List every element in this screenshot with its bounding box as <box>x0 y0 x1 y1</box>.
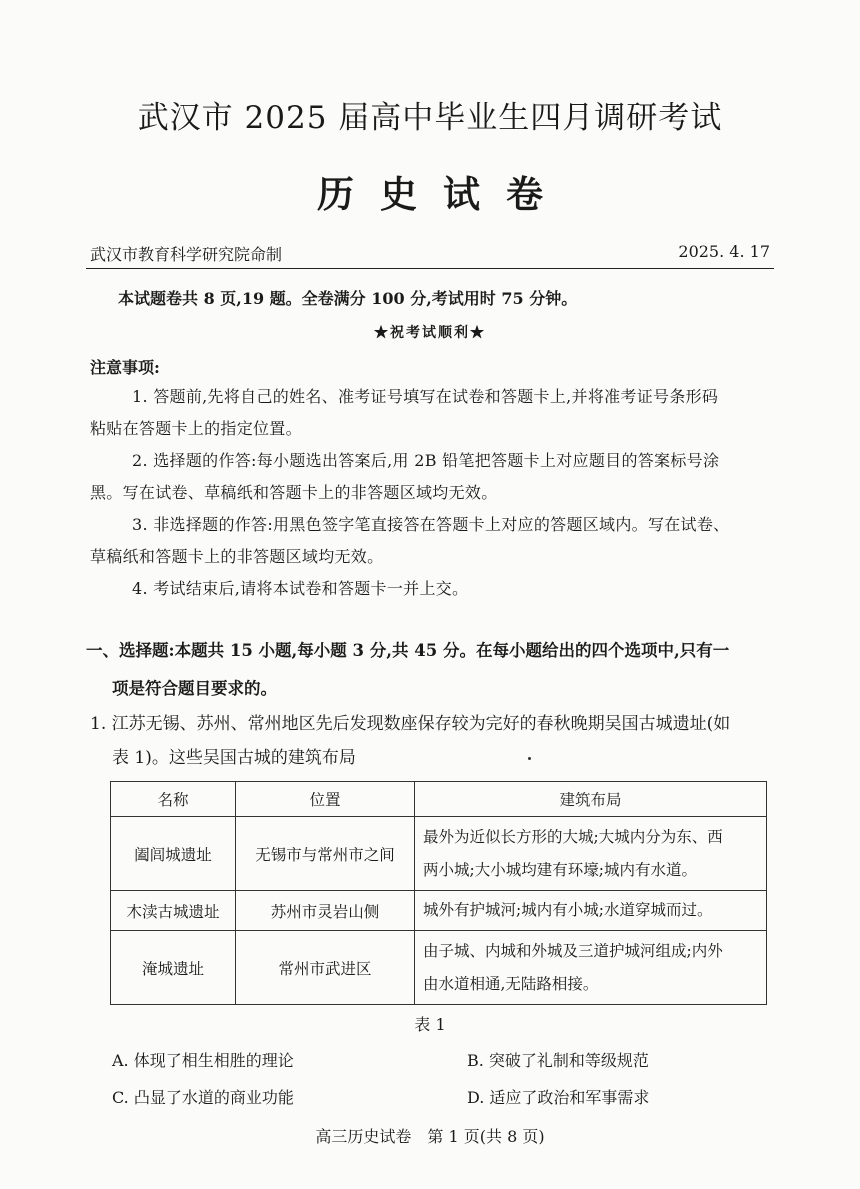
note-line: 草稿纸和答题卡上的非答题区域均无效。 <box>90 547 384 566</box>
layout-line: 城外有护城河;城内有小城;水道穿城而过。 <box>423 901 713 919</box>
ruin-location: 无锡市与常州市之间 <box>236 817 415 891</box>
ruin-layout <box>415 891 767 931</box>
table-caption: 表 1 <box>414 1015 446 1034</box>
option-b: B. 突破了礼制和等级规范 <box>467 1051 649 1070</box>
layout-line: 由子城、内城和外城及三道护城河组成;内外 <box>423 941 723 960</box>
ruin-name: 阖闾城遗址 <box>111 817 236 891</box>
table-row <box>111 817 767 891</box>
exam-summary: 本试题卷共 8 页,19 题。全卷满分 100 分,考试用时 75 分钟。 <box>118 289 578 308</box>
notes-heading: 注意事项: <box>90 358 160 377</box>
header-divider <box>86 268 774 269</box>
ruins-table <box>110 781 767 1005</box>
ruin-name: 淹城遗址 <box>111 931 236 1005</box>
column-header: 位置 <box>236 782 415 817</box>
note-line: 4. 考试结束后,请将本试卷和答题卡一并上交。 <box>132 579 469 598</box>
exam-title: 武汉市 2025 届高中毕业生四月调研考试 <box>137 100 723 136</box>
note-line: 黑。写在试卷、草稿纸和答题卡上的非答题区域均无效。 <box>90 483 498 502</box>
table-header-row <box>111 782 767 817</box>
ruin-layout <box>415 931 767 1005</box>
stray-dot <box>528 757 531 760</box>
ruin-layout <box>415 817 767 891</box>
section-heading-cont: 项是符合题目要求的。 <box>112 679 277 698</box>
column-header: 名称 <box>111 782 236 817</box>
note-line: 3. 非选择题的作答:用黑色签字笔直接答在答题卡上对应的答题区域内。写在试卷、 <box>132 515 730 534</box>
layout-line: 最外为近似长方形的大城;大城内分为东、西 <box>423 827 723 846</box>
note-line: 2. 选择题的作答:每小题选出答案后,用 2B 铅笔把答题卡上对应题目的答案标号涂 <box>132 451 720 470</box>
question-1-stem: 1. 江苏无锡、苏州、常州地区先后发现数座保存较为完好的春秋晚期吴国古城遗址(如 <box>90 714 731 734</box>
ruin-name: 木渎古城遗址 <box>111 891 236 931</box>
table-row <box>111 931 767 1005</box>
note-line: 1. 答题前,先将自己的姓名、准考证号填写在试卷和答题卡上,并将准考证号条形码 <box>132 387 719 406</box>
good-luck-banner: ★祝考试顺利★ <box>374 325 486 341</box>
layout-line: 两小城;大小城均建有环壕;城内有水道。 <box>423 860 697 879</box>
page-footer: 高三历史试卷 第 1 页(共 8 页) <box>315 1127 545 1146</box>
ruin-location: 苏州市灵岩山侧 <box>236 891 415 931</box>
layout-line: 由水道相通,无陆路相接。 <box>423 974 599 993</box>
ruin-location: 常州市武进区 <box>236 931 415 1005</box>
exam-date: 2025. 4. 17 <box>678 242 770 261</box>
column-header: 建筑布局 <box>415 782 767 817</box>
table-row <box>111 891 767 931</box>
note-line: 粘贴在答题卡上的指定位置。 <box>90 419 302 438</box>
subject-title: 历史试卷 <box>317 172 569 216</box>
section-heading: 一、选择题:本题共 15 小题,每小题 3 分,共 45 分。在每小题给出的四个选项中,只有一 <box>86 641 730 660</box>
question-1-stem-cont: 表 1)。这些吴国古城的建筑布局 <box>112 748 356 768</box>
issuing-organization: 武汉市教育科学研究院命制 <box>90 245 283 264</box>
option-c: C. 凸显了水道的商业功能 <box>112 1088 294 1107</box>
option-a: A. 体现了相生相胜的理论 <box>112 1051 294 1070</box>
option-d: D. 适应了政治和军事需求 <box>467 1088 650 1107</box>
